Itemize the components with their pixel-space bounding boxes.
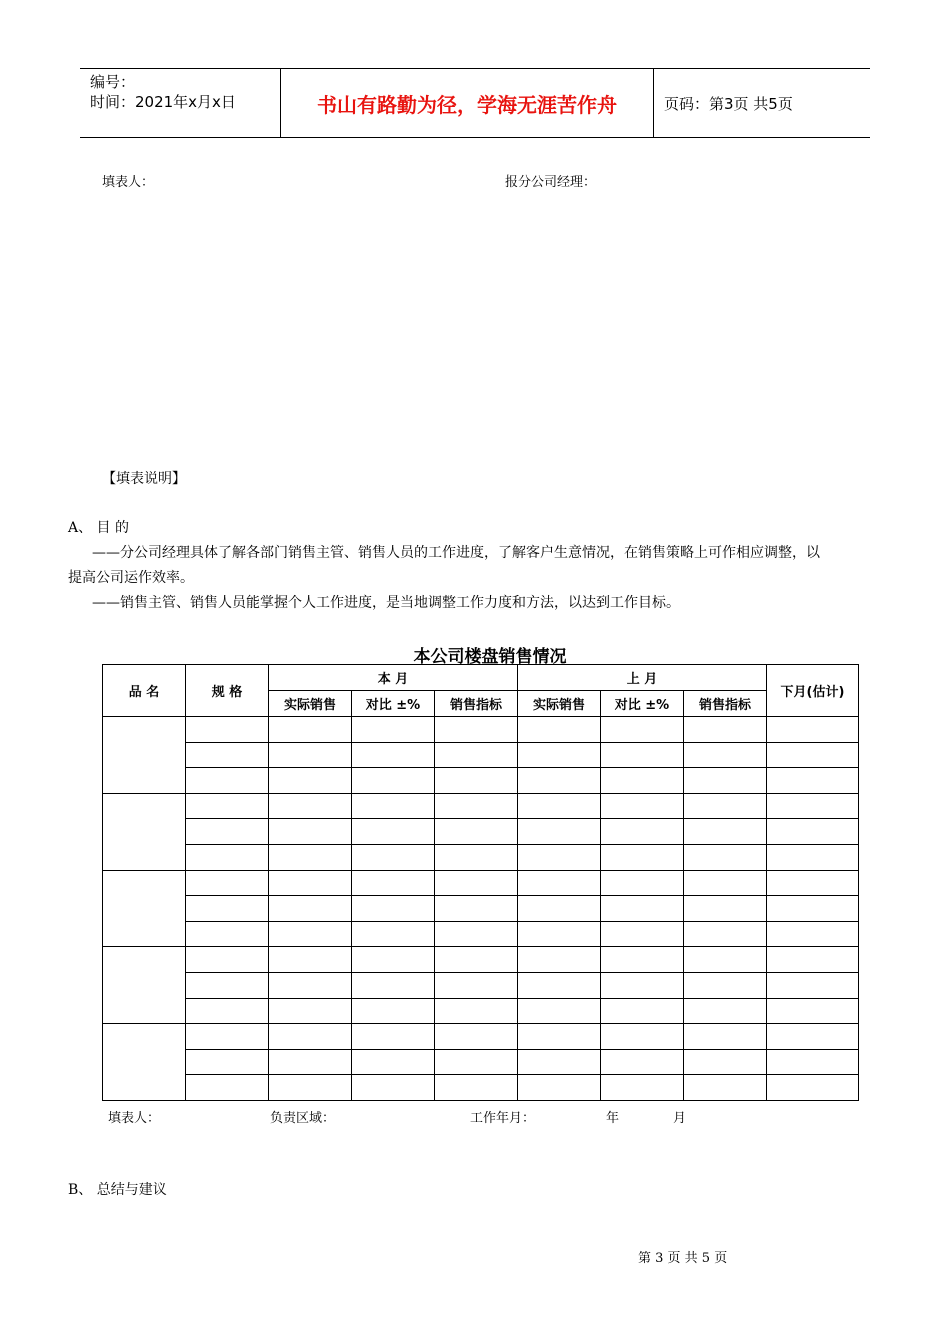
table-cell [601, 1049, 684, 1075]
table-cell [518, 717, 601, 743]
table-cell [186, 998, 269, 1024]
table-cell [767, 793, 859, 819]
table-cell [352, 921, 435, 947]
header-left-cell [80, 69, 281, 137]
table-cell [435, 1075, 518, 1101]
table-cell [269, 870, 352, 896]
year-label: 年 [606, 1111, 620, 1126]
number-label: 编号： [90, 73, 136, 91]
table-cell [518, 1024, 601, 1050]
work-month-label: 工作年月： [470, 1111, 536, 1126]
table-cell [684, 921, 767, 947]
motto: 书山有路勤为径，学海无涯苦作舟 [281, 69, 654, 137]
table-cell [186, 819, 269, 845]
table-cell [435, 1049, 518, 1075]
table-cell [518, 1075, 601, 1101]
table-cell [518, 1049, 601, 1075]
table-cell [186, 1075, 269, 1101]
table-cell [767, 819, 859, 845]
table-cell [352, 742, 435, 768]
table-cell [269, 1075, 352, 1101]
date-label: 时间：2021年x月x日 [90, 93, 236, 111]
table-row [103, 947, 859, 973]
table-cell [352, 947, 435, 973]
table-cell [518, 921, 601, 947]
table-cell [518, 870, 601, 896]
table-cell [435, 742, 518, 768]
table-cell [269, 1024, 352, 1050]
last-month-header: 上 月 [518, 665, 767, 691]
table-cell [767, 742, 859, 768]
table-row [103, 717, 859, 743]
product-cell [103, 793, 186, 870]
table-cell [518, 768, 601, 794]
table-cell [684, 947, 767, 973]
product-cell [103, 1024, 186, 1101]
table-cell [269, 768, 352, 794]
sub-actual-this: 实际销售 [269, 691, 352, 717]
col-product-header: 品 名 [103, 665, 186, 717]
purpose-para1-line2: 提高公司运作效率。 [68, 570, 194, 586]
table-cell [186, 896, 269, 922]
table-cell [601, 793, 684, 819]
table-cell [767, 921, 859, 947]
table-cell [601, 896, 684, 922]
table-cell [601, 717, 684, 743]
table-row [103, 1049, 859, 1075]
product-cell [103, 870, 186, 947]
table-row [103, 870, 859, 896]
table-cell [186, 972, 269, 998]
table-cell [186, 844, 269, 870]
sales-table [102, 664, 859, 1101]
table-cell [684, 896, 767, 922]
product-cell [103, 947, 186, 1024]
table-cell [767, 1075, 859, 1101]
table-cell [269, 896, 352, 922]
table-row [103, 896, 859, 922]
table-cell [352, 717, 435, 743]
table-row [103, 998, 859, 1024]
table-cell [435, 844, 518, 870]
table-cell [269, 972, 352, 998]
table-cell [435, 717, 518, 743]
table-cell [352, 844, 435, 870]
table-cell [186, 947, 269, 973]
table-cell [435, 896, 518, 922]
table-cell [186, 717, 269, 743]
table-cell [352, 972, 435, 998]
table-cell [269, 1049, 352, 1075]
table-cell [767, 870, 859, 896]
table-cell [435, 921, 518, 947]
table-cell [601, 870, 684, 896]
area-label: 负责区域： [270, 1111, 336, 1126]
table-cell [435, 768, 518, 794]
this-month-header: 本 月 [269, 665, 518, 691]
manager-label: 报分公司经理： [505, 175, 597, 190]
table-cell [684, 1024, 767, 1050]
table-cell [435, 972, 518, 998]
table-cell [601, 998, 684, 1024]
col-spec-header: 规 格 [186, 665, 269, 717]
filler-label-top: 填表人： [102, 175, 155, 190]
table-cell [269, 742, 352, 768]
table-cell [186, 793, 269, 819]
table-cell [684, 717, 767, 743]
table-cell [767, 768, 859, 794]
table-cell [684, 1049, 767, 1075]
table-cell [684, 742, 767, 768]
table-cell [767, 844, 859, 870]
table-row [103, 793, 859, 819]
table-cell [435, 819, 518, 845]
table-cell [684, 972, 767, 998]
sales-table-body [103, 717, 859, 1101]
sub-target-last: 销售指标 [684, 691, 767, 717]
table-cell [352, 1075, 435, 1101]
table-cell [767, 1049, 859, 1075]
table-cell [684, 1075, 767, 1101]
table-cell [601, 819, 684, 845]
table-cell [601, 921, 684, 947]
table-cell [435, 1024, 518, 1050]
table-cell [435, 870, 518, 896]
table-cell [352, 870, 435, 896]
table-cell [186, 870, 269, 896]
table-cell [186, 1049, 269, 1075]
table-row [103, 768, 859, 794]
table-cell [767, 947, 859, 973]
table-cell [601, 947, 684, 973]
table-row [103, 1075, 859, 1101]
table-row [103, 819, 859, 845]
table-cell [518, 896, 601, 922]
table-cell [767, 1024, 859, 1050]
table-cell [601, 742, 684, 768]
filler-label-bottom: 填表人： [108, 1111, 161, 1126]
page-info: 页码：第3页 共5页 [664, 94, 793, 113]
table-row [103, 972, 859, 998]
table-cell [269, 947, 352, 973]
table-row [103, 742, 859, 768]
sub-target-this: 销售指标 [435, 691, 518, 717]
table-cell [186, 1024, 269, 1050]
table-cell [601, 1075, 684, 1101]
month-label: 月 [673, 1111, 687, 1126]
section-b-heading: B、 总结与建议 [68, 1182, 167, 1198]
table-cell [518, 793, 601, 819]
product-cell [103, 717, 186, 794]
table-cell [186, 768, 269, 794]
table-row [103, 921, 859, 947]
table-cell [518, 844, 601, 870]
table-cell [435, 947, 518, 973]
table-cell [767, 972, 859, 998]
table-cell [352, 793, 435, 819]
table-cell [684, 844, 767, 870]
table-cell [684, 768, 767, 794]
table-row [103, 1024, 859, 1050]
table-cell [352, 1024, 435, 1050]
table-cell [269, 844, 352, 870]
table-cell [684, 793, 767, 819]
table-cell [435, 998, 518, 1024]
table-cell [518, 972, 601, 998]
table-cell [352, 1049, 435, 1075]
table-cell [767, 998, 859, 1024]
table-cell [684, 819, 767, 845]
table-cell [269, 921, 352, 947]
table-cell [601, 844, 684, 870]
table-cell [684, 870, 767, 896]
table-cell [269, 819, 352, 845]
table-cell [352, 998, 435, 1024]
sub-actual-last: 实际销售 [518, 691, 601, 717]
table-cell [186, 742, 269, 768]
table-cell [601, 768, 684, 794]
table-cell [269, 717, 352, 743]
table-cell [352, 896, 435, 922]
instructions-heading: 【填表说明】 [102, 471, 186, 487]
table-cell [518, 947, 601, 973]
document-header [80, 68, 870, 138]
table-cell [518, 998, 601, 1024]
table-cell [352, 819, 435, 845]
sub-compare-this: 对比 ±% [352, 691, 435, 717]
purpose-para2: ——销售主管、销售人员能掌握个人工作进度，是当地调整工作力度和方法，以达到工作目标。 [92, 595, 680, 611]
section-a-heading: A、 目 的 [68, 520, 130, 536]
purpose-para1-line1: ——分公司经理具体了解各部门销售主管、销售人员的工作进度，了解客户生意情况，在销售策略上可作相应调整，以 [92, 545, 820, 561]
table-cell [767, 717, 859, 743]
page-footer: 第 3 页 共 5 页 [638, 1251, 728, 1266]
next-month-header: 下月(估计) [767, 665, 859, 717]
table-cell [352, 768, 435, 794]
sub-compare-last: 对比 ±% [601, 691, 684, 717]
table-cell [269, 998, 352, 1024]
table-cell [269, 793, 352, 819]
table-cell [601, 972, 684, 998]
table-cell [601, 1024, 684, 1050]
table-cell [186, 921, 269, 947]
table-cell [518, 819, 601, 845]
table-cell [518, 742, 601, 768]
table-row [103, 844, 859, 870]
table-cell [767, 896, 859, 922]
table-cell [435, 793, 518, 819]
sales-table-title: 本公司楼盘销售情况 [413, 647, 567, 667]
table-cell [684, 998, 767, 1024]
